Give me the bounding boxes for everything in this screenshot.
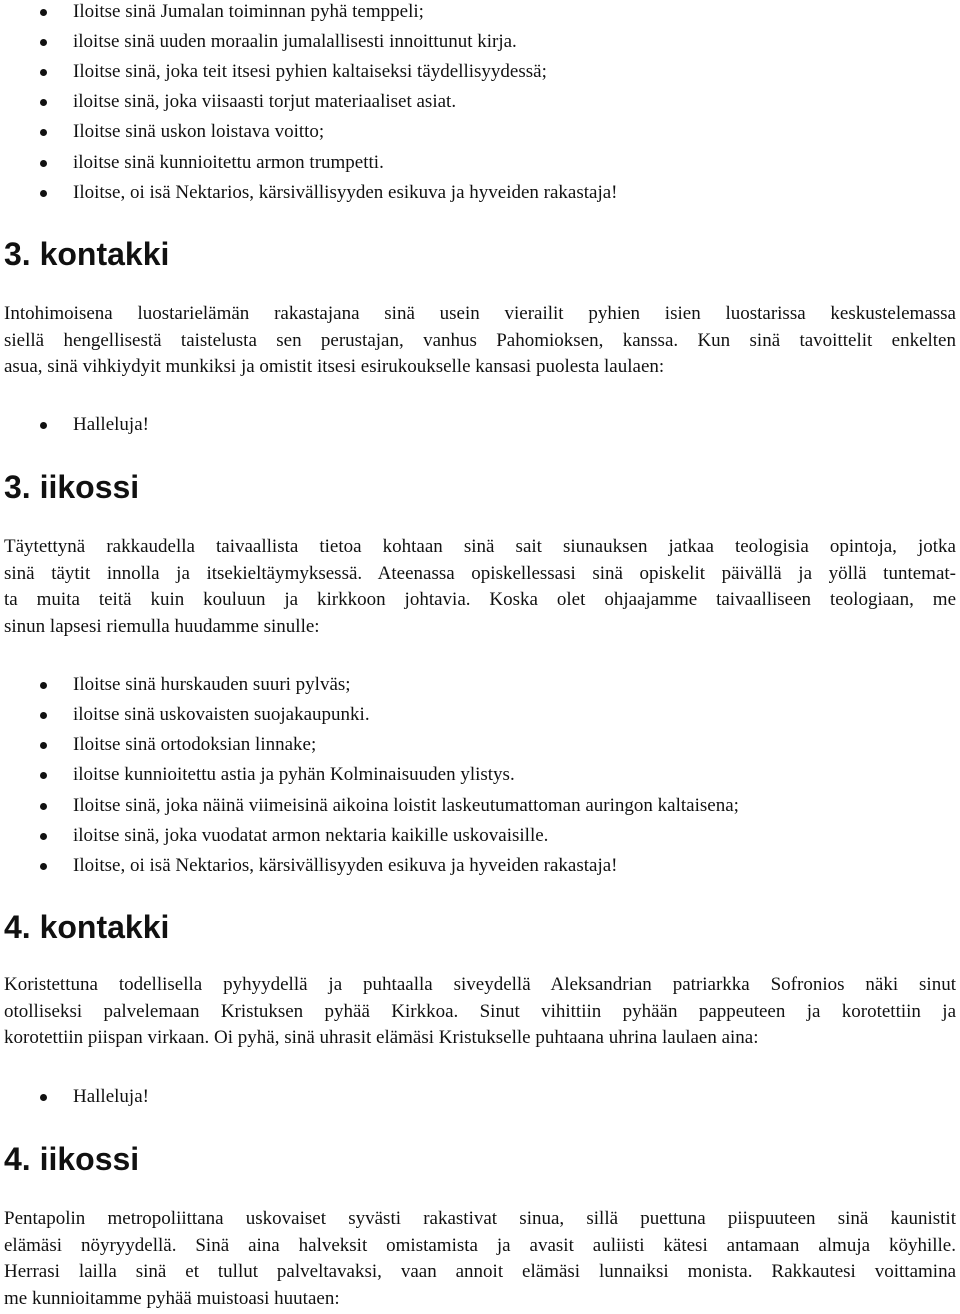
section-heading-kontakki-4: 4. kontakki [4, 909, 170, 945]
bullet-icon [40, 9, 47, 16]
paragraph-line: sinun lapsesi riemulla huudamme sinulle: [4, 615, 320, 637]
paragraph-line: Herrasi lailla sinä et tullut palveltavaksi, vaan annoit elämäsi lunnaiksi monista. Rakkautesi voittamina [4, 1261, 956, 1282]
bullet-icon [40, 190, 47, 197]
list-item: iloitse kunnioitettu astia ja pyhän Kolminaisuuden ylistys. [0, 760, 940, 790]
section-heading-ikossi-4: 4. iikossi [4, 1141, 140, 1177]
list-item: Iloitse sinä ortodoksian linnake; [0, 730, 940, 760]
paragraph-line: Koristettuna todellisella pyhyydellä ja puhtaalla siveydellä Aleksandrian patriarkka Sofronios näki sinut [4, 974, 956, 995]
list-item: Iloitse, oi isä Nektarios, kärsivällisyyden esikuva ja hyveiden rakastaja! [0, 178, 940, 208]
paragraph-line: elämäsi nöyryydellä. Sinä aina halveksit omistamista ja avasit auliisti kätesi antamaan almuja köyhille. [4, 1234, 956, 1256]
list-item: iloitse sinä kunnioitettu armon trumpetti. [0, 148, 940, 178]
paragraph-line: siellä hengellisestä taistelusta sen perustajan, vanhus Pahomioksen, kanssa. Kun sinä tavoittelit enkelten [4, 329, 956, 351]
list-item: Iloitse, oi isä Nektarios, kärsivällisyyden esikuva ja hyveiden rakastaja! [0, 851, 940, 881]
paragraph-line: otolliseksi palvelemaan Kristuksen pyhää Kirkkoa. Sinut vihittiin pyhään pappeuteen ja korotettiin ja [4, 1000, 956, 1022]
list-item: iloitse sinä uuden moraalin jumalallisesti innoittunut kirja. [0, 27, 940, 57]
bullet-icon [40, 69, 47, 76]
bullet-icon [40, 160, 47, 167]
bullet-icon [40, 712, 47, 719]
list-item: iloitse sinä uskovaisten suojakaupunki. [0, 700, 940, 730]
paragraph-line: Täytettynä rakkaudella taivaallista tietoa kohtaan sinä sait siunauksen jatkaa teologisia opintoja, jotka [4, 536, 956, 557]
list-item: Iloitse sinä, joka teit itsesi pyhien kaltaiseksi täydellisyydessä; [0, 57, 940, 87]
bullet-icon [40, 1094, 47, 1101]
paragraph-line: Intohimoisena luostarielämän rakastajana sinä usein vierailit pyhien isien luostarissa keskustelemassa [4, 303, 956, 324]
bullet-icon [40, 99, 47, 106]
bullet-icon [40, 422, 47, 429]
bullet-icon [40, 772, 47, 779]
paragraph-line: ta muita teitä kuin kouluun ja kirkkoon johtavia. Koska olet ohjaajamme taivaalliseen teologiaan, me [4, 589, 956, 610]
bullet-icon [40, 682, 47, 689]
bullet-icon [40, 39, 47, 46]
paragraph-line: asua, sinä vihkiydyit munkiksi ja omistit itsesi esirukoukselle kansasi puolesta laulaen: [4, 356, 665, 377]
paragraph-line: Pentapolin metropoliittana uskovaiset syvästi rakastivat sinua, sillä puettuna piispuuteen sinä kaunistit [4, 1208, 956, 1229]
list-item: Halleluja! [0, 410, 940, 440]
list-item: iloitse sinä, joka vuodatat armon nektaria kaikille uskovaisille. [0, 821, 940, 851]
bullet-icon [40, 129, 47, 136]
bullet-icon [40, 863, 47, 870]
paragraph-line: me kunnioitamme pyhää muistoasi huutaen: [4, 1287, 340, 1309]
list-item: Iloitse sinä Jumalan toiminnan pyhä temppeli; [0, 0, 940, 27]
paragraph-kontakki-4 [4, 972, 956, 1052]
section-heading-kontakki-3: 3. kontakki [4, 236, 170, 272]
list-item: iloitse sinä, joka viisaasti torjut materiaaliset asiat. [0, 87, 940, 117]
list-item: Halleluja! [0, 1082, 940, 1112]
paragraph-kontakki-3 [4, 301, 956, 381]
list-item: Iloitse sinä hurskauden suuri pylväs; [0, 670, 940, 700]
bullet-icon [40, 833, 47, 840]
paragraph-line: sinä täytit innolla ja itsekieltäymyksessä. Ateenassa opiskellessasi sinä opiskelit päivällä ja yöllä tuntemat- [4, 562, 956, 584]
paragraph-line: korotettiin piispan virkaan. Oi pyhä, sinä uhrasit elämäsi Kristukselle puhtaana uhrina laulaen aina: [4, 1027, 759, 1048]
list-item: Iloitse sinä, joka näinä viimeisinä aikoina loistit laskeutumattoman auringon kaltaisena; [0, 791, 940, 821]
section-heading-ikossi-3: 3. iikossi [4, 469, 140, 505]
bullet-icon [40, 742, 47, 749]
bullet-icon [40, 803, 47, 810]
paragraph-ikossi-3 [4, 534, 956, 640]
list-item: Iloitse sinä uskon loistava voitto; [0, 117, 940, 147]
paragraph-ikossi-4 [4, 1206, 956, 1312]
